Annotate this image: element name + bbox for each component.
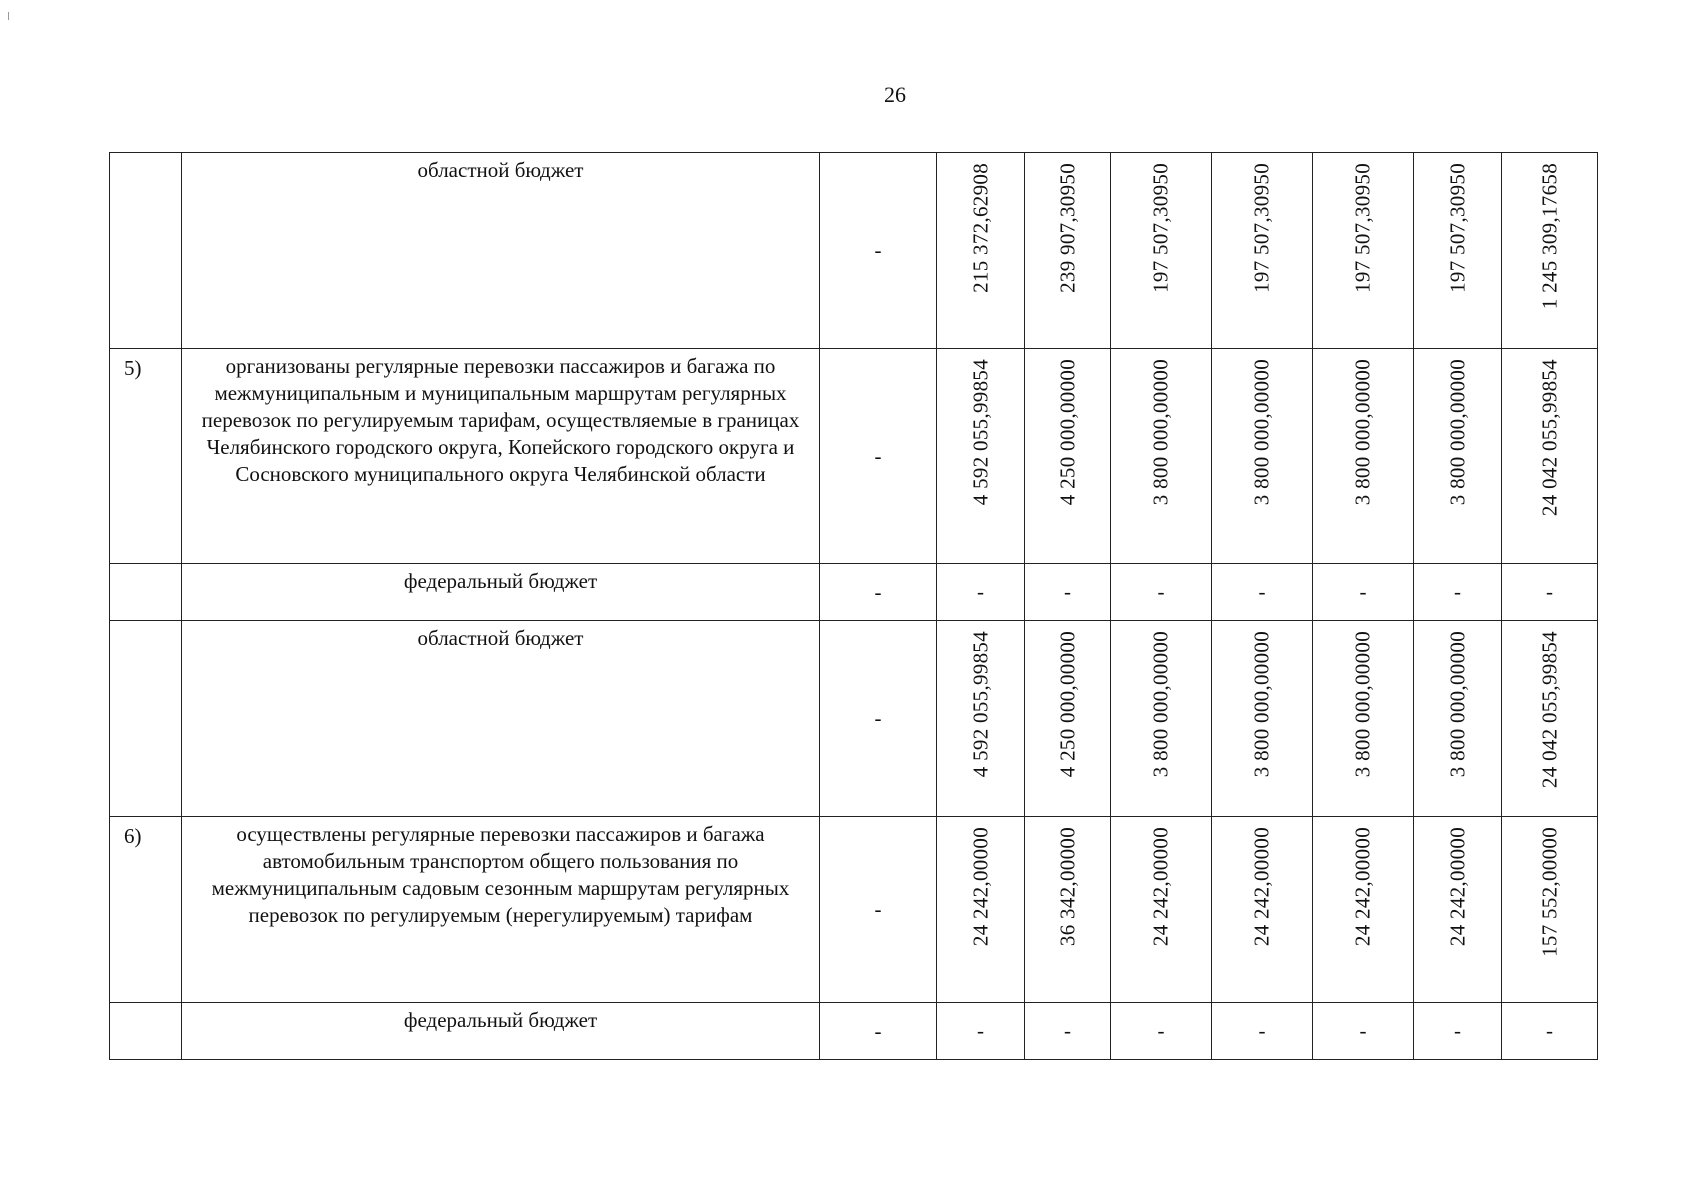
value-cell bbox=[1414, 1003, 1502, 1060]
value-cell bbox=[1111, 153, 1212, 349]
value-cell bbox=[1025, 621, 1111, 817]
value-cell bbox=[1025, 153, 1111, 349]
value-cell bbox=[1025, 817, 1111, 1003]
value-cell bbox=[1313, 564, 1414, 621]
value-text: - bbox=[1157, 1018, 1165, 1043]
value-text: - bbox=[1454, 1018, 1461, 1043]
value-text: 24 242,00000 bbox=[968, 827, 992, 947]
value-cell bbox=[1502, 564, 1598, 621]
value-text: 4 592 055,99854 bbox=[968, 359, 992, 506]
value-cell bbox=[1502, 817, 1598, 1003]
value-cell bbox=[1212, 349, 1313, 564]
value-text: 215 372,62908 bbox=[968, 163, 992, 293]
value-text: 24 042 055,99854 bbox=[1537, 359, 1561, 517]
table-row bbox=[110, 349, 1598, 564]
value-text: 24 242,00000 bbox=[1445, 827, 1469, 947]
value-cell bbox=[1414, 621, 1502, 817]
row-source-cell: - bbox=[820, 153, 937, 349]
value-cell bbox=[1111, 621, 1212, 817]
value-text: 4 592 055,99854 bbox=[968, 631, 992, 778]
table-row bbox=[110, 817, 1598, 1003]
value-text: 24 042 055,99854 bbox=[1537, 631, 1561, 789]
value-text: 3 800 000,00000 bbox=[1445, 631, 1469, 778]
table-row bbox=[110, 153, 1598, 349]
value-text: 1 245 309,17658 bbox=[1537, 163, 1561, 310]
value-text: - bbox=[977, 579, 984, 604]
value-text: - bbox=[1064, 579, 1071, 604]
row-description: федеральный бюджет bbox=[182, 1003, 820, 1060]
value-text: - bbox=[1258, 1018, 1266, 1043]
value-text: 4 250 000,00000 bbox=[1055, 631, 1079, 778]
row-number: 6) bbox=[110, 817, 182, 1003]
value-text: 157 552,00000 bbox=[1537, 827, 1561, 957]
value-text: 4 250 000,00000 bbox=[1055, 359, 1079, 506]
value-text: 239 907,30950 bbox=[1055, 163, 1079, 293]
value-cell bbox=[1212, 1003, 1313, 1060]
value-cell bbox=[1414, 153, 1502, 349]
value-text: 24 242,00000 bbox=[1249, 827, 1274, 947]
value-text: - bbox=[1359, 1018, 1367, 1043]
value-cell bbox=[1313, 621, 1414, 817]
value-cell bbox=[1111, 1003, 1212, 1060]
value-text: - bbox=[1546, 579, 1553, 604]
value-text: 3 800 000,00000 bbox=[1249, 631, 1274, 778]
value-cell bbox=[1502, 349, 1598, 564]
value-text: 36 342,00000 bbox=[1055, 827, 1079, 947]
value-text: 3 800 000,00000 bbox=[1249, 359, 1274, 506]
value-text: 197 507,30950 bbox=[1249, 163, 1274, 293]
value-cell bbox=[1313, 153, 1414, 349]
row-description: федеральный бюджет bbox=[182, 564, 820, 621]
row-source-cell: - bbox=[820, 564, 937, 621]
row-number bbox=[110, 1003, 182, 1060]
row-number bbox=[110, 564, 182, 621]
value-text: - bbox=[1546, 1018, 1553, 1043]
row-number bbox=[110, 621, 182, 817]
value-text: - bbox=[1454, 579, 1461, 604]
value-cell bbox=[1313, 817, 1414, 1003]
value-cell bbox=[1414, 817, 1502, 1003]
row-description: областной бюджет bbox=[182, 153, 820, 349]
row-source-cell: - bbox=[820, 817, 937, 1003]
value-text: - bbox=[1359, 579, 1367, 604]
value-text: 197 507,30950 bbox=[1445, 163, 1469, 293]
page-number: 26 bbox=[884, 82, 906, 107]
value-text: 197 507,30950 bbox=[1350, 163, 1375, 293]
value-text: - bbox=[1258, 579, 1266, 604]
value-cell bbox=[1212, 621, 1313, 817]
value-cell bbox=[1111, 564, 1212, 621]
value-cell bbox=[937, 564, 1025, 621]
value-cell bbox=[1212, 153, 1313, 349]
value-cell bbox=[1313, 1003, 1414, 1060]
table-row bbox=[110, 564, 1598, 621]
value-cell bbox=[1025, 1003, 1111, 1060]
value-text: 24 242,00000 bbox=[1350, 827, 1375, 947]
row-source-cell: - bbox=[820, 621, 937, 817]
value-text: 3 800 000,00000 bbox=[1148, 359, 1173, 506]
value-text: 3 800 000,00000 bbox=[1350, 359, 1375, 506]
value-cell bbox=[1111, 817, 1212, 1003]
budget-table bbox=[109, 152, 1598, 1060]
value-cell bbox=[1025, 349, 1111, 564]
row-number: 5) bbox=[110, 349, 182, 564]
value-cell bbox=[937, 817, 1025, 1003]
value-text: 3 800 000,00000 bbox=[1445, 359, 1469, 506]
table-row bbox=[110, 621, 1598, 817]
value-text: - bbox=[977, 1018, 984, 1043]
row-description: организованы регулярные перевозки пассажиров и багажа по межмуниципальным и муниципальным маршрутам регулярных перевозок по регулируемым тарифам, осуществляемые в границах Челябинского городского округа, Копейского городского округа и Сосновского муниципального округа Челябинской области bbox=[182, 349, 820, 564]
value-cell bbox=[1502, 153, 1598, 349]
value-cell bbox=[1212, 817, 1313, 1003]
value-text: - bbox=[1064, 1018, 1071, 1043]
row-source-cell: - bbox=[820, 349, 937, 564]
value-cell bbox=[937, 621, 1025, 817]
row-description: областной бюджет bbox=[182, 621, 820, 817]
row-number bbox=[110, 153, 182, 349]
table-row bbox=[110, 1003, 1598, 1060]
value-cell bbox=[1502, 1003, 1598, 1060]
value-cell bbox=[1212, 564, 1313, 621]
value-cell bbox=[1313, 349, 1414, 564]
value-cell bbox=[1414, 349, 1502, 564]
value-cell bbox=[1111, 349, 1212, 564]
value-cell bbox=[1414, 564, 1502, 621]
value-cell bbox=[1502, 621, 1598, 817]
value-text: 197 507,30950 bbox=[1148, 163, 1173, 293]
value-cell bbox=[937, 153, 1025, 349]
scan-artifact bbox=[8, 12, 9, 20]
row-source-cell: - bbox=[820, 1003, 937, 1060]
row-description: осуществлены регулярные перевозки пассажиров и багажа автомобильным транспортом общего пользования по межмуниципальным садовым сезонным маршрутам регулярных перевозок по регулируемым (нерегулируемым) тарифам bbox=[182, 817, 820, 1003]
value-text: 3 800 000,00000 bbox=[1350, 631, 1375, 778]
value-cell bbox=[937, 1003, 1025, 1060]
value-text: 24 242,00000 bbox=[1148, 827, 1173, 947]
value-cell bbox=[1025, 564, 1111, 621]
value-text: 3 800 000,00000 bbox=[1148, 631, 1173, 778]
value-cell bbox=[937, 349, 1025, 564]
value-text: - bbox=[1157, 579, 1165, 604]
